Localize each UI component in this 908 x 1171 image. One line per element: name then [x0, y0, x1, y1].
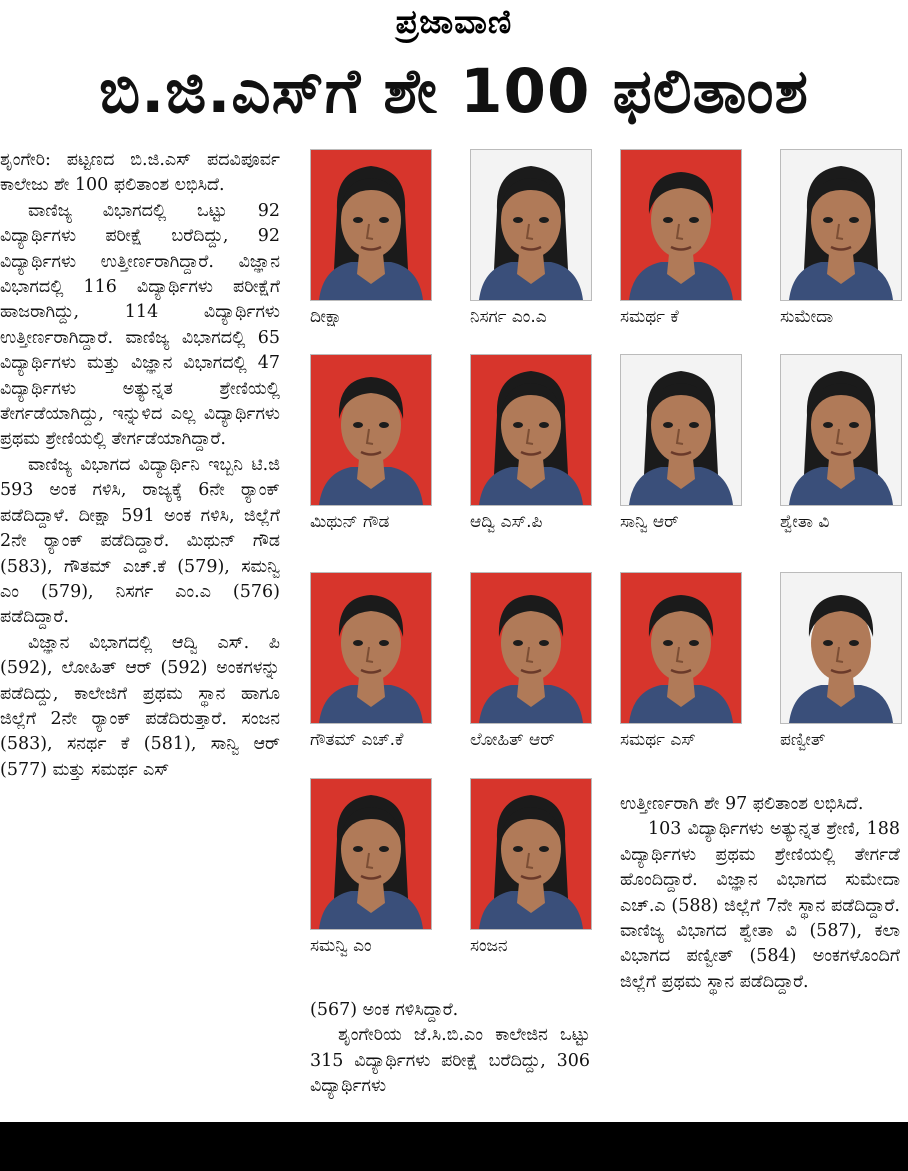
student-photo-card [470, 572, 592, 750]
student-name-caption: ಸಂಜನ [470, 936, 508, 956]
student-portrait [620, 354, 742, 506]
student-photo-card [620, 572, 742, 750]
student-name-caption: ದೀಕ್ಷಾ [310, 307, 343, 327]
student-portrait [620, 572, 742, 724]
student-photo-card [310, 572, 432, 750]
student-name-caption: ಸುಮೇದಾ [780, 307, 834, 327]
student-photo-card [310, 778, 432, 956]
masthead [0, 0, 908, 48]
student-name-caption: ಗೌತಮ್ ಎಚ್.ಕೆ [310, 730, 404, 750]
student-portrait [310, 572, 432, 724]
student-photo-card [470, 778, 592, 956]
article-paragraph: ಶೃಂಗೇರಿಯ ಜೆ.ಸಿ.ಬಿ.ಎಂ ಕಾಲೇಜಿನ ಒಟ್ಟು 315 ವಿದ್ಯಾರ್ಥಿಗಳು ಪರೀಕ್ಷೆ ಬರೆದಿದ್ದು, 306 ವಿದ್ಯಾರ್ಥಿಗಳು [310, 1025, 590, 1097]
article-paragraph: ಶೃಂಗೇರಿ: ಪಟ್ಟಣದ ಬಿ.ಜಿ.ಎಸ್ ಪದವಿಪೂರ್ವ ಕಾಲೇಜು ಶೇ 100 ಫಲಿತಾಂಶ ಲಭಿಸಿದೆ. [0, 150, 280, 196]
student-photo-card [310, 149, 432, 327]
student-portrait [470, 149, 592, 301]
student-photo-card [780, 354, 902, 532]
masthead-title: ಪ್ರಜಾವಾಣಿ [395, 2, 513, 41]
student-name-caption: ಪಣ್ವೀತ್ [780, 730, 826, 750]
student-photo-card [620, 149, 742, 327]
student-name-caption: ಸಮರ್ಥ ಕೆ [620, 307, 679, 327]
student-name-caption: ಸಮರ್ಥ ಎಸ್ [620, 730, 696, 750]
student-name-caption: ಆದ್ವಿ ಎಸ್.ಪಿ [470, 512, 543, 532]
student-portrait [310, 778, 432, 930]
student-name-caption: ಲೋಹಿತ್ ಆರ್ [470, 730, 555, 750]
student-portrait [470, 354, 592, 506]
article-right-column [620, 792, 900, 995]
student-photo-card [780, 572, 902, 750]
article-middle-column [310, 998, 590, 1100]
student-name-caption: ಮಿಥುನ್ ಗೌಡ [310, 512, 390, 532]
student-portrait [620, 149, 742, 301]
student-name-caption: ನಿಸರ್ಗ ಎಂ.ಎ [470, 307, 547, 327]
article-paragraph: ವಾಣಿಜ್ಯ ವಿಭಾಗದಲ್ಲಿ ಒಟ್ಟು 92 ವಿದ್ಯಾರ್ಥಿಗಳು ಪರೀಕ್ಷೆ ಬರೆದಿದ್ದು, 92 ವಿದ್ಯಾರ್ಥಿಗಳು ಉತ್ತೀರ್ಣರಾಗಿದ್ದಾರೆ. ವಿಜ್ಞಾನ ವಿಭಾಗದಲ್ಲಿ 116 ವಿದ್ಯಾರ್ಥಿಗಳು ಪರೀಕ್ಷೆಗೆ ಹಾಜರಾಗಿದ್ದು, 114 ವಿದ್ಯಾರ್ಥಿಗಳು ಉತ್ತೀರ್ಣರಾಗಿದ್ದಾರೆ. ವಾಣಿಜ್ಯ ವಿಭಾಗದಲ್ಲಿ 65 ವಿದ್ಯಾರ್ಥಿಗಳು ಮತ್ತು ವಿಜ್ಞಾನ ವಿಭಾಗದಲ್ಲಿ 47 ವಿದ್ಯಾರ್ಥಿಗಳು ಅತ್ಯುನ್ನತ ಶ್ರೇಣಿಯಲ್ಲಿ ತೇರ್ಗಡೆಯಾಗಿದ್ದು, ಇನ್ನುಳಿದ ಎಲ್ಲ ವಿದ್ಯಾರ್ಥಿಗಳು ಪ್ರಥಮ ಶ್ರೇಣಿಯಲ್ಲಿ ತೇರ್ಗಡೆಯಾಗಿದ್ದಾರೆ. [0, 200, 280, 450]
article-paragraph: ವಾಣಿಜ್ಯ ವಿಭಾಗದ ವಿದ್ಯಾರ್ಥಿನಿ ಇಬ್ಬನಿ ಟಿ.ಜಿ 593 ಅಂಕ ಗಳಿಸಿ, ರಾಜ್ಯಕ್ಕೆ 6ನೇ ರ್‍ಯಾಂಕ್ ಪಡೆದಿದ್ದಾಳೆ. ದೀಕ್ಷಾ 591 ಅಂಕ ಗಳಿಸಿ, ಜಿಲ್ಲೆಗೆ 2ನೇ ರ್‍ಯಾಂಕ್ ಪಡೆದಿದ್ದಾರೆ. ಮಿಥುನ್ ಗೌಡ (583), ಗೌತಮ್ ಎಚ್.ಕೆ (579), ಸಮನ್ವಿ ಎಂ (579), ನಿಸರ್ಗ ಎಂ.ಎ (576) ಪಡೆದಿದ್ದಾರೆ. [0, 454, 280, 628]
article-left-column [0, 148, 280, 783]
student-portrait [310, 354, 432, 506]
headline: ಬಿ.ಜಿ.ಎಸ್‌ಗೆ ಶೇ 100 ಫಲಿತಾಂಶ [99, 56, 809, 127]
student-portrait [310, 149, 432, 301]
student-photo-card [620, 354, 742, 532]
student-name-caption: ಸಾನ್ವಿ ಆರ್ [620, 512, 679, 532]
student-name-caption: ಶ್ವೇತಾ ವಿ [780, 512, 830, 532]
student-portrait [470, 572, 592, 724]
student-photo-card [780, 149, 902, 327]
student-portrait [780, 149, 902, 301]
student-photo-card [470, 149, 592, 327]
student-photo-card [470, 354, 592, 532]
article-paragraph: ಉತ್ತೀರ್ಣರಾಗಿ ಶೇ 97 ಫಲಿತಾಂಶ ಲಭಿಸಿದೆ. [620, 794, 864, 814]
article-paragraph: (567) ಅಂಕ ಗಳಿಸಿದ್ದಾರೆ. [310, 1000, 459, 1020]
article-paragraph: ವಿಜ್ಞಾನ ವಿಭಾಗದಲ್ಲಿ ಆದ್ವಿ ಎಸ್. ಪಿ (592), ಲೋಹಿತ್ ಆರ್ (592) ಅಂಕಗಳನ್ನು ಪಡೆದಿದ್ದು, ಕಾಲೇಜಿಗೆ ಪ್ರಥಮ ಸ್ಥಾನ ಹಾಗೂ ಜಿಲ್ಲೆಗೆ 2ನೇ ರ್‍ಯಾಂಕ್ ಪಡೆದಿರುತ್ತಾರೆ. ಸಂಜನ (583), ಸನರ್ಥ ಕೆ (581), ಸಾನ್ವಿ ಆರ್ (577) ಮತ್ತು ಸಮರ್ಥ ಎಸ್ [0, 632, 280, 780]
student-photo-card [310, 354, 432, 532]
article-paragraph: 103 ವಿದ್ಯಾರ್ಥಿಗಳು ಅತ್ಯುನ್ನತ ಶ್ರೇಣಿ, 188 ವಿದ್ಯಾರ್ಥಿಗಳು ಪ್ರಥಮ ಶ್ರೇಣಿಯಲ್ಲಿ ತೇರ್ಗಡೆ ಹೊಂದಿದ್ದಾರೆ. ವಿಜ್ಞಾನ ವಿಭಾಗದ ಸುಮೇದಾ ಎಚ್.ಎ (588) ಜಿಲ್ಲೆಗೆ 7ನೇ ಸ್ಥಾನ ಪಡೆದಿದ್ದಾರೆ. ವಾಣಿಜ್ಯ ವಿಭಾಗದ ಶ್ವೇತಾ ವಿ (587), ಕಲಾ ವಿಭಾಗದ ಪಣ್ವೀತ್ (584) ಅಂಕಗಳೊಂದಿಗೆ ಜಿಲ್ಲೆಗೆ ಪ್ರಥಮ ಸ್ಥಾನ ಪಡೆದಿದ್ದಾರೆ. [620, 819, 900, 992]
student-portrait [780, 354, 902, 506]
student-portrait [470, 778, 592, 930]
student-portrait [780, 572, 902, 724]
student-name-caption: ಸಮನ್ವಿ ಎಂ [310, 936, 372, 956]
